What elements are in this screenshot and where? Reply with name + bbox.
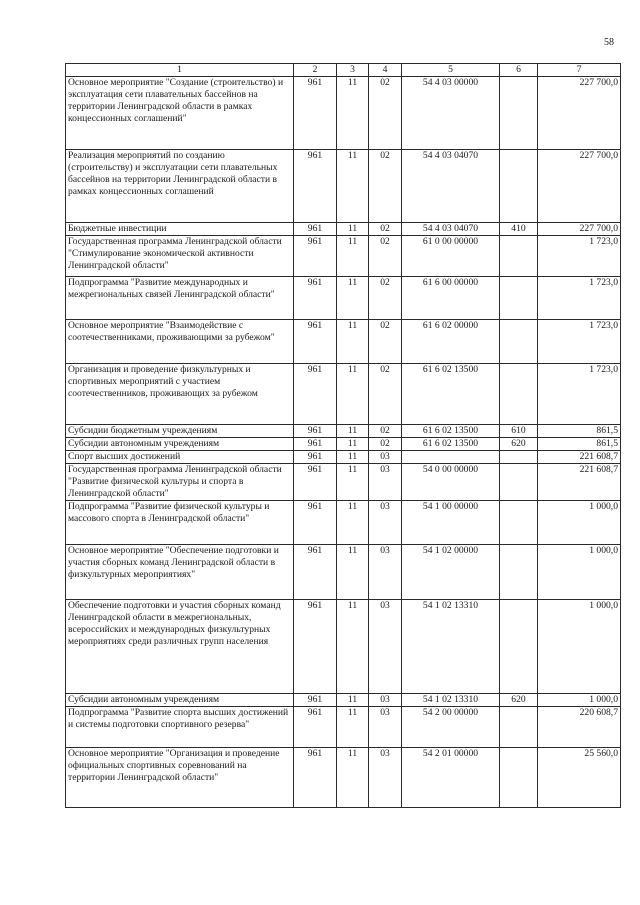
cell-ved: 961 [294,599,337,693]
cell-amount: 227 700,0 [538,76,621,149]
cell-subsection: 03 [369,500,402,544]
cell-section: 11 [337,437,369,450]
row-name: Основное мероприятие "Организация и проведение официальных спортивных соревнований на территории Ленинградской области" [66,747,294,807]
table-row [66,363,621,424]
cell-amount: 1 000,0 [538,693,621,706]
cell-expense-type [500,450,538,463]
cell-ved: 961 [294,450,337,463]
cell-target-article: 61 0 00 00000 [402,235,500,276]
cell-expense-type [500,149,538,222]
cell-amount: 221 608,7 [538,463,621,500]
cell-ved: 961 [294,747,337,807]
cell-expense-type: 620 [500,437,538,450]
row-name: Субсидии автономным учреждениям [66,437,294,450]
cell-subsection: 02 [369,235,402,276]
cell-target-article: 54 1 00 00000 [402,500,500,544]
row-name: Основное мероприятие "Обеспечение подготовки и участия сборных команд Ленинградской области в физкультурных мероприятиях" [66,544,294,599]
cell-section: 11 [337,222,369,235]
cell-section: 11 [337,450,369,463]
cell-expense-type [500,463,538,500]
row-name: Основное мероприятие "Создание (строительство) и эксплуатация сети плавательных бассейнов на территории Ленинградской области в рамках концессионных соглашений" [66,76,294,149]
cell-section: 11 [337,235,369,276]
cell-amount: 861,5 [538,424,621,437]
cell-subsection: 02 [369,76,402,149]
cell-section: 11 [337,319,369,363]
table-row [66,319,621,363]
column-header: 5 [402,64,500,77]
table-row [66,747,621,807]
column-header: 6 [500,64,538,77]
table-row [66,450,621,463]
cell-section: 11 [337,599,369,693]
cell-ved: 961 [294,424,337,437]
cell-section: 11 [337,363,369,424]
cell-section: 11 [337,500,369,544]
table-row [66,500,621,544]
cell-subsection: 03 [369,544,402,599]
row-name: Реализация мероприятий по созданию (строительству) и эксплуатации сети плавательных бассейнов на территории Ленинградской области в рамках концессионных соглашений [66,149,294,222]
column-header: 2 [294,64,337,77]
cell-ved: 961 [294,222,337,235]
cell-expense-type [500,235,538,276]
cell-subsection: 02 [369,149,402,222]
cell-expense-type: 620 [500,693,538,706]
cell-subsection: 03 [369,747,402,807]
cell-amount: 220 608,7 [538,706,621,747]
row-name: Основное мероприятие "Взаимодействие с соотечественниками, проживающими за рубежом" [66,319,294,363]
cell-expense-type [500,706,538,747]
column-header: 4 [369,64,402,77]
cell-amount: 227 700,0 [538,149,621,222]
cell-ved: 961 [294,437,337,450]
cell-target-article: 61 6 02 00000 [402,319,500,363]
cell-ved: 961 [294,693,337,706]
cell-expense-type [500,76,538,149]
cell-section: 11 [337,76,369,149]
cell-section: 11 [337,706,369,747]
table-row [66,235,621,276]
table-row [66,276,621,319]
cell-amount: 861,5 [538,437,621,450]
cell-section: 11 [337,424,369,437]
cell-expense-type [500,599,538,693]
cell-amount: 1 723,0 [538,235,621,276]
cell-ved: 961 [294,276,337,319]
column-header: 1 [66,64,294,77]
cell-target-article: 54 4 03 04070 [402,149,500,222]
row-name: Спорт высших достижений [66,450,294,463]
cell-subsection: 03 [369,463,402,500]
table-row [66,149,621,222]
cell-target-article: 54 1 02 00000 [402,544,500,599]
cell-amount: 1 723,0 [538,276,621,319]
row-name: Организация и проведение физкультурных и спортивных мероприятий с участием соотечественников, проживающих за рубежом [66,363,294,424]
cell-amount: 1 000,0 [538,500,621,544]
cell-amount: 1 723,0 [538,363,621,424]
cell-target-article: 54 2 01 00000 [402,747,500,807]
budget-table [65,63,621,808]
cell-subsection: 03 [369,599,402,693]
cell-target-article: 54 4 03 00000 [402,76,500,149]
cell-ved: 961 [294,544,337,599]
cell-subsection: 03 [369,450,402,463]
cell-ved: 961 [294,235,337,276]
cell-ved: 961 [294,363,337,424]
row-name: Подпрограмма "Развитие спорта высших достижений и системы подготовки спортивного резерва" [66,706,294,747]
cell-subsection: 02 [369,276,402,319]
row-name: Субсидии автономным учреждениям [66,693,294,706]
cell-subsection: 02 [369,222,402,235]
cell-ved: 961 [294,500,337,544]
cell-amount: 227 700,0 [538,222,621,235]
cell-target-article: 54 1 02 13310 [402,693,500,706]
cell-amount: 1 000,0 [538,544,621,599]
table-row [66,437,621,450]
cell-section: 11 [337,693,369,706]
row-name: Подпрограмма "Развитие международных и межрегиональных связей Ленинградской области" [66,276,294,319]
cell-expense-type [500,500,538,544]
cell-subsection: 02 [369,363,402,424]
cell-section: 11 [337,463,369,500]
row-name: Обеспечение подготовки и участия сборных команд Ленинградской области в межрегиональных, всероссийских и международных физкультурных мероприятиях среди различных групп населения [66,599,294,693]
row-name: Государственная программа Ленинградской области "Развитие физической культуры и спорта в Ленинградской области" [66,463,294,500]
cell-expense-type [500,747,538,807]
cell-ved: 961 [294,463,337,500]
cell-expense-type: 410 [500,222,538,235]
cell-amount: 1 723,0 [538,319,621,363]
cell-target-article: 54 0 00 00000 [402,463,500,500]
cell-target-article: 61 6 00 00000 [402,276,500,319]
cell-ved: 961 [294,149,337,222]
cell-section: 11 [337,276,369,319]
table-row [66,463,621,500]
table-row [66,544,621,599]
table-row [66,424,621,437]
cell-expense-type [500,319,538,363]
cell-target-article: 61 6 02 13500 [402,437,500,450]
cell-subsection: 03 [369,693,402,706]
cell-expense-type [500,276,538,319]
cell-section: 11 [337,544,369,599]
cell-target-article [402,450,500,463]
cell-target-article: 54 1 02 13310 [402,599,500,693]
table-row [66,222,621,235]
cell-section: 11 [337,747,369,807]
column-header-row [66,64,621,77]
cell-expense-type [500,363,538,424]
cell-target-article: 54 4 03 04070 [402,222,500,235]
table-row [66,599,621,693]
cell-ved: 961 [294,319,337,363]
table-row [66,693,621,706]
row-name: Подпрограмма "Развитие физической культуры и массового спорта в Ленинградской области" [66,500,294,544]
cell-subsection: 02 [369,424,402,437]
cell-amount: 1 000,0 [538,599,621,693]
cell-amount: 25 560,0 [538,747,621,807]
row-name: Государственная программа Ленинградской области "Стимулирование экономической активности Ленинградской области" [66,235,294,276]
page-number: 58 [604,37,614,48]
cell-ved: 961 [294,706,337,747]
row-name: Бюджетные инвестиции [66,222,294,235]
cell-target-article: 61 6 02 13500 [402,424,500,437]
cell-expense-type [500,544,538,599]
cell-amount: 221 608,7 [538,450,621,463]
table-row [66,76,621,149]
cell-expense-type: 610 [500,424,538,437]
table-row [66,706,621,747]
row-name: Субсидии бюджетным учреждениям [66,424,294,437]
column-header: 7 [538,64,621,77]
cell-ved: 961 [294,76,337,149]
cell-subsection: 03 [369,706,402,747]
cell-target-article: 54 2 00 00000 [402,706,500,747]
cell-subsection: 02 [369,319,402,363]
cell-subsection: 02 [369,437,402,450]
cell-target-article: 61 6 02 13500 [402,363,500,424]
column-header: 3 [337,64,369,77]
cell-section: 11 [337,149,369,222]
